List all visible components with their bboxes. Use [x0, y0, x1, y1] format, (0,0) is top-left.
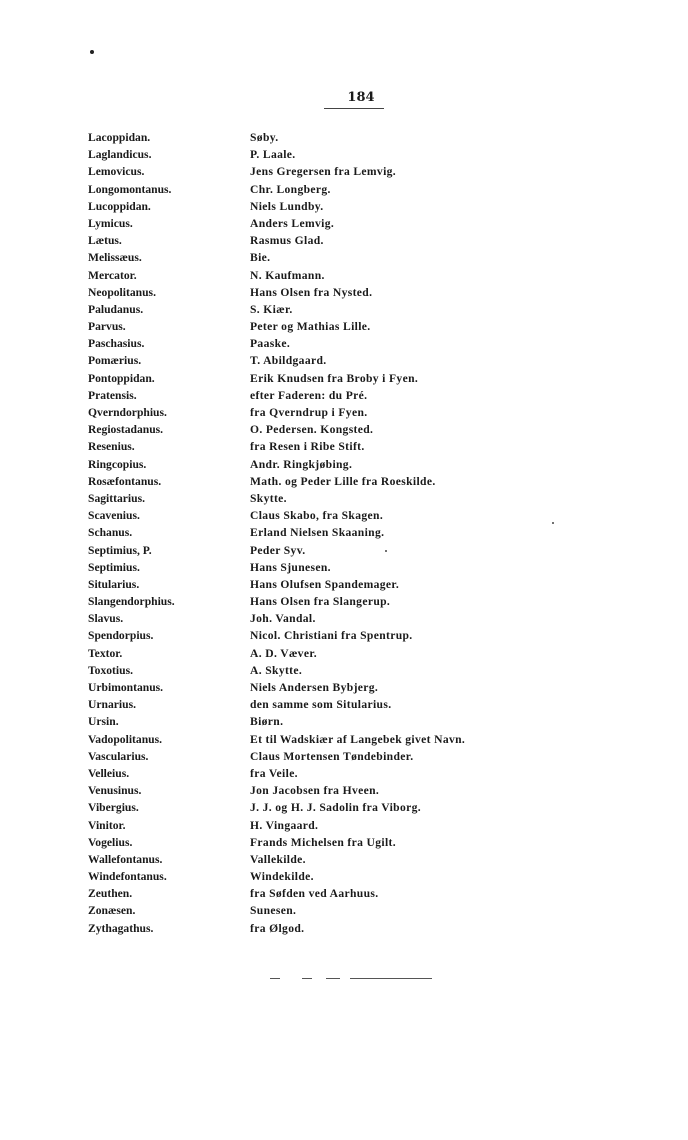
danish-name: Claus Skabo, fra Skagen. — [250, 509, 384, 523]
danish-name: Math. og Peder Lille fra Roeskilde. — [250, 474, 436, 488]
danish-name: O. Pedersen. Kongsted. — [250, 423, 374, 437]
list-item — [88, 576, 648, 593]
list-item — [88, 267, 648, 284]
danish-name: fra Veile. — [250, 766, 298, 780]
latin-name: Rosæfontanus. — [88, 474, 162, 488]
danish-name: Andr. Ringkjøbing. — [250, 457, 353, 471]
danish-name: J. J. og H. J. Sadolin fra Viborg. — [250, 801, 422, 815]
latin-name: Septimius. — [88, 560, 140, 574]
latin-name: Sagittarius. — [88, 491, 146, 505]
list-item — [88, 817, 648, 834]
latin-name: Pomærius. — [88, 354, 142, 368]
latin-name: Paschasius. — [88, 337, 145, 351]
list-item — [88, 215, 648, 232]
latin-name: Spendorpius. — [88, 629, 154, 643]
danish-name: fra Qverndrup i Fyen. — [250, 406, 368, 419]
danish-name: P. Laale. — [250, 148, 296, 162]
danish-name: Peter og Mathias Lille. — [250, 320, 371, 334]
danish-name: Sunesen. — [250, 904, 297, 918]
list-item — [88, 627, 648, 644]
footer-rule — [350, 978, 432, 979]
danish-name: S. Kiær. — [250, 302, 293, 316]
stray-dot — [385, 550, 387, 552]
latin-name: Laglandicus. — [88, 148, 152, 162]
page-number: 184 — [347, 90, 375, 105]
list-item — [88, 834, 648, 851]
latin-name: Septimius, P. — [88, 543, 152, 557]
latin-name: Parvus. — [88, 320, 126, 334]
danish-name: Et til Wadskiær af Langebek givet Navn. — [250, 732, 466, 746]
danish-name: Anders Lemvig. — [250, 216, 335, 230]
list-item — [88, 232, 648, 249]
list-item — [88, 559, 648, 576]
danish-name: Joh. Vandal. — [250, 612, 316, 626]
list-item — [88, 249, 648, 266]
latin-name: Urnarius. — [88, 698, 136, 712]
danish-name: Hans Olufsen Spandemager. — [250, 577, 400, 591]
danish-name: Chr. Longberg. — [250, 182, 331, 196]
latin-name: Sitularius. — [88, 577, 140, 591]
latin-name: Wallefontanus. — [88, 852, 163, 866]
list-item — [88, 662, 648, 679]
danish-name: H. Vingaard. — [250, 818, 319, 832]
list-item — [88, 782, 648, 799]
latin-name: Lucoppidan. — [88, 199, 151, 213]
latin-name: Neopolitanus. — [88, 285, 156, 299]
footer-rule — [326, 978, 340, 979]
danish-name: Rasmus Glad. — [250, 234, 324, 248]
list-item — [88, 593, 648, 610]
latin-name: Paludanus. — [88, 302, 144, 316]
danish-name: Bie. — [250, 251, 271, 265]
danish-name: T. Abildgaard. — [250, 354, 327, 368]
latin-name: Melissæus. — [88, 251, 142, 265]
danish-name: den samme som Sitularius. — [250, 698, 392, 712]
latin-name: Pratensis. — [88, 388, 137, 402]
danish-name: Niels Andersen Bybjerg. — [250, 681, 379, 694]
list-item — [88, 198, 648, 215]
danish-name: Peder Syv. — [250, 543, 306, 557]
list-item — [88, 456, 648, 473]
stray-dot — [552, 522, 554, 524]
name-list — [88, 129, 648, 937]
list-item — [88, 301, 648, 318]
list-item — [88, 181, 648, 198]
latin-name: Vadopolitanus. — [88, 732, 163, 746]
danish-name: Søby. — [250, 131, 279, 144]
danish-name: fra Resen i Ribe Stift. — [250, 440, 365, 454]
list-item — [88, 146, 648, 163]
danish-name: Nicol. Christiani fra Spentrup. — [250, 629, 413, 643]
danish-name: Skytte. — [250, 491, 287, 505]
latin-name: Textor. — [88, 646, 123, 660]
list-item — [88, 799, 648, 816]
danish-name: Paaske. — [250, 337, 291, 351]
latin-name: Vinitor. — [88, 818, 126, 832]
list-item — [88, 438, 648, 455]
danish-name: fra Ølgod. — [250, 921, 305, 935]
list-item — [88, 318, 648, 335]
page-mark-dot — [90, 50, 94, 54]
list-item — [88, 473, 648, 490]
danish-name: Vallekilde. — [250, 852, 306, 866]
list-item — [88, 352, 648, 369]
list-item — [88, 421, 648, 438]
latin-name: Lacoppidan. — [88, 131, 151, 144]
danish-name: Hans Sjunesen. — [250, 560, 331, 574]
latin-name: Lemovicus. — [88, 165, 145, 179]
danish-name: Claus Mortensen Tøndebinder. — [250, 749, 414, 763]
latin-name: Vogelius. — [88, 835, 133, 849]
danish-name: fra Søfden ved Aarhuus. — [250, 887, 379, 901]
latin-name: Resenius. — [88, 440, 135, 454]
list-item — [88, 696, 648, 713]
list-item — [88, 370, 648, 387]
latin-name: Toxotius. — [88, 663, 133, 677]
latin-name: Zonæsen. — [88, 904, 136, 918]
latin-name: Slangendorphius. — [88, 595, 175, 609]
list-item — [88, 765, 648, 782]
list-item — [88, 129, 648, 146]
danish-name: Biørn. — [250, 715, 284, 729]
latin-name: Mercator. — [88, 268, 137, 282]
list-item — [88, 748, 648, 765]
latin-name: Scavenius. — [88, 509, 140, 523]
latin-name: Venusinus. — [88, 784, 142, 798]
list-item — [88, 335, 648, 352]
list-item — [88, 902, 648, 919]
list-item — [88, 731, 648, 748]
danish-name: Jens Gregersen fra Lemvig. — [250, 165, 397, 179]
list-item — [88, 284, 648, 301]
latin-name: Lætus. — [88, 234, 122, 248]
latin-name: Schanus. — [88, 526, 133, 540]
latin-name: Zeuthen. — [88, 887, 133, 901]
list-item — [88, 490, 648, 507]
latin-name: Longomontanus. — [88, 182, 172, 196]
latin-name: Slavus. — [88, 612, 124, 626]
danish-name: Jon Jacobsen fra Hveen. — [250, 784, 380, 798]
latin-name: Vibergius. — [88, 801, 139, 815]
list-item — [88, 920, 648, 937]
latin-name: Windefontanus. — [88, 870, 167, 884]
list-item — [88, 524, 648, 541]
latin-name: Velleius. — [88, 766, 130, 780]
latin-name: Zythagathus. — [88, 921, 154, 935]
danish-name: Frands Michelsen fra Ugilt. — [250, 835, 396, 849]
danish-name: Erland Nielsen Skaaning. — [250, 526, 385, 540]
latin-name: Regiostadanus. — [88, 423, 164, 437]
latin-name: Ursin. — [88, 715, 119, 729]
list-item — [88, 679, 648, 696]
list-item — [88, 404, 648, 421]
footer-rule — [270, 978, 280, 979]
list-item — [88, 387, 648, 404]
list-item — [88, 610, 648, 627]
list-item — [88, 885, 648, 902]
danish-name: Niels Lundby. — [250, 199, 324, 213]
danish-name: efter Faderen: du Pré. — [250, 388, 368, 402]
latin-name: Ringcopius. — [88, 457, 147, 471]
list-item — [88, 868, 648, 885]
latin-name: Qverndorphius. — [88, 406, 167, 419]
list-item — [88, 163, 648, 180]
page-number-rule — [324, 108, 384, 109]
danish-name: Hans Olsen fra Nysted. — [250, 285, 373, 299]
danish-name: A. Skytte. — [250, 663, 303, 677]
footer-rule — [302, 978, 312, 979]
list-item — [88, 645, 648, 662]
list-item — [88, 851, 648, 868]
danish-name: Hans Olsen fra Slangerup. — [250, 595, 391, 609]
latin-name: Vascularius. — [88, 749, 149, 763]
list-item — [88, 713, 648, 730]
danish-name: N. Kaufmann. — [250, 268, 325, 282]
danish-name: A. D. Væver. — [250, 646, 317, 660]
danish-name: Windekilde. — [250, 870, 314, 884]
latin-name: Urbimontanus. — [88, 681, 164, 694]
list-item — [88, 507, 648, 524]
list-item — [88, 542, 648, 559]
latin-name: Pontoppidan. — [88, 371, 155, 385]
danish-name: Erik Knudsen fra Broby i Fyen. — [250, 371, 419, 385]
latin-name: Lymicus. — [88, 216, 133, 230]
